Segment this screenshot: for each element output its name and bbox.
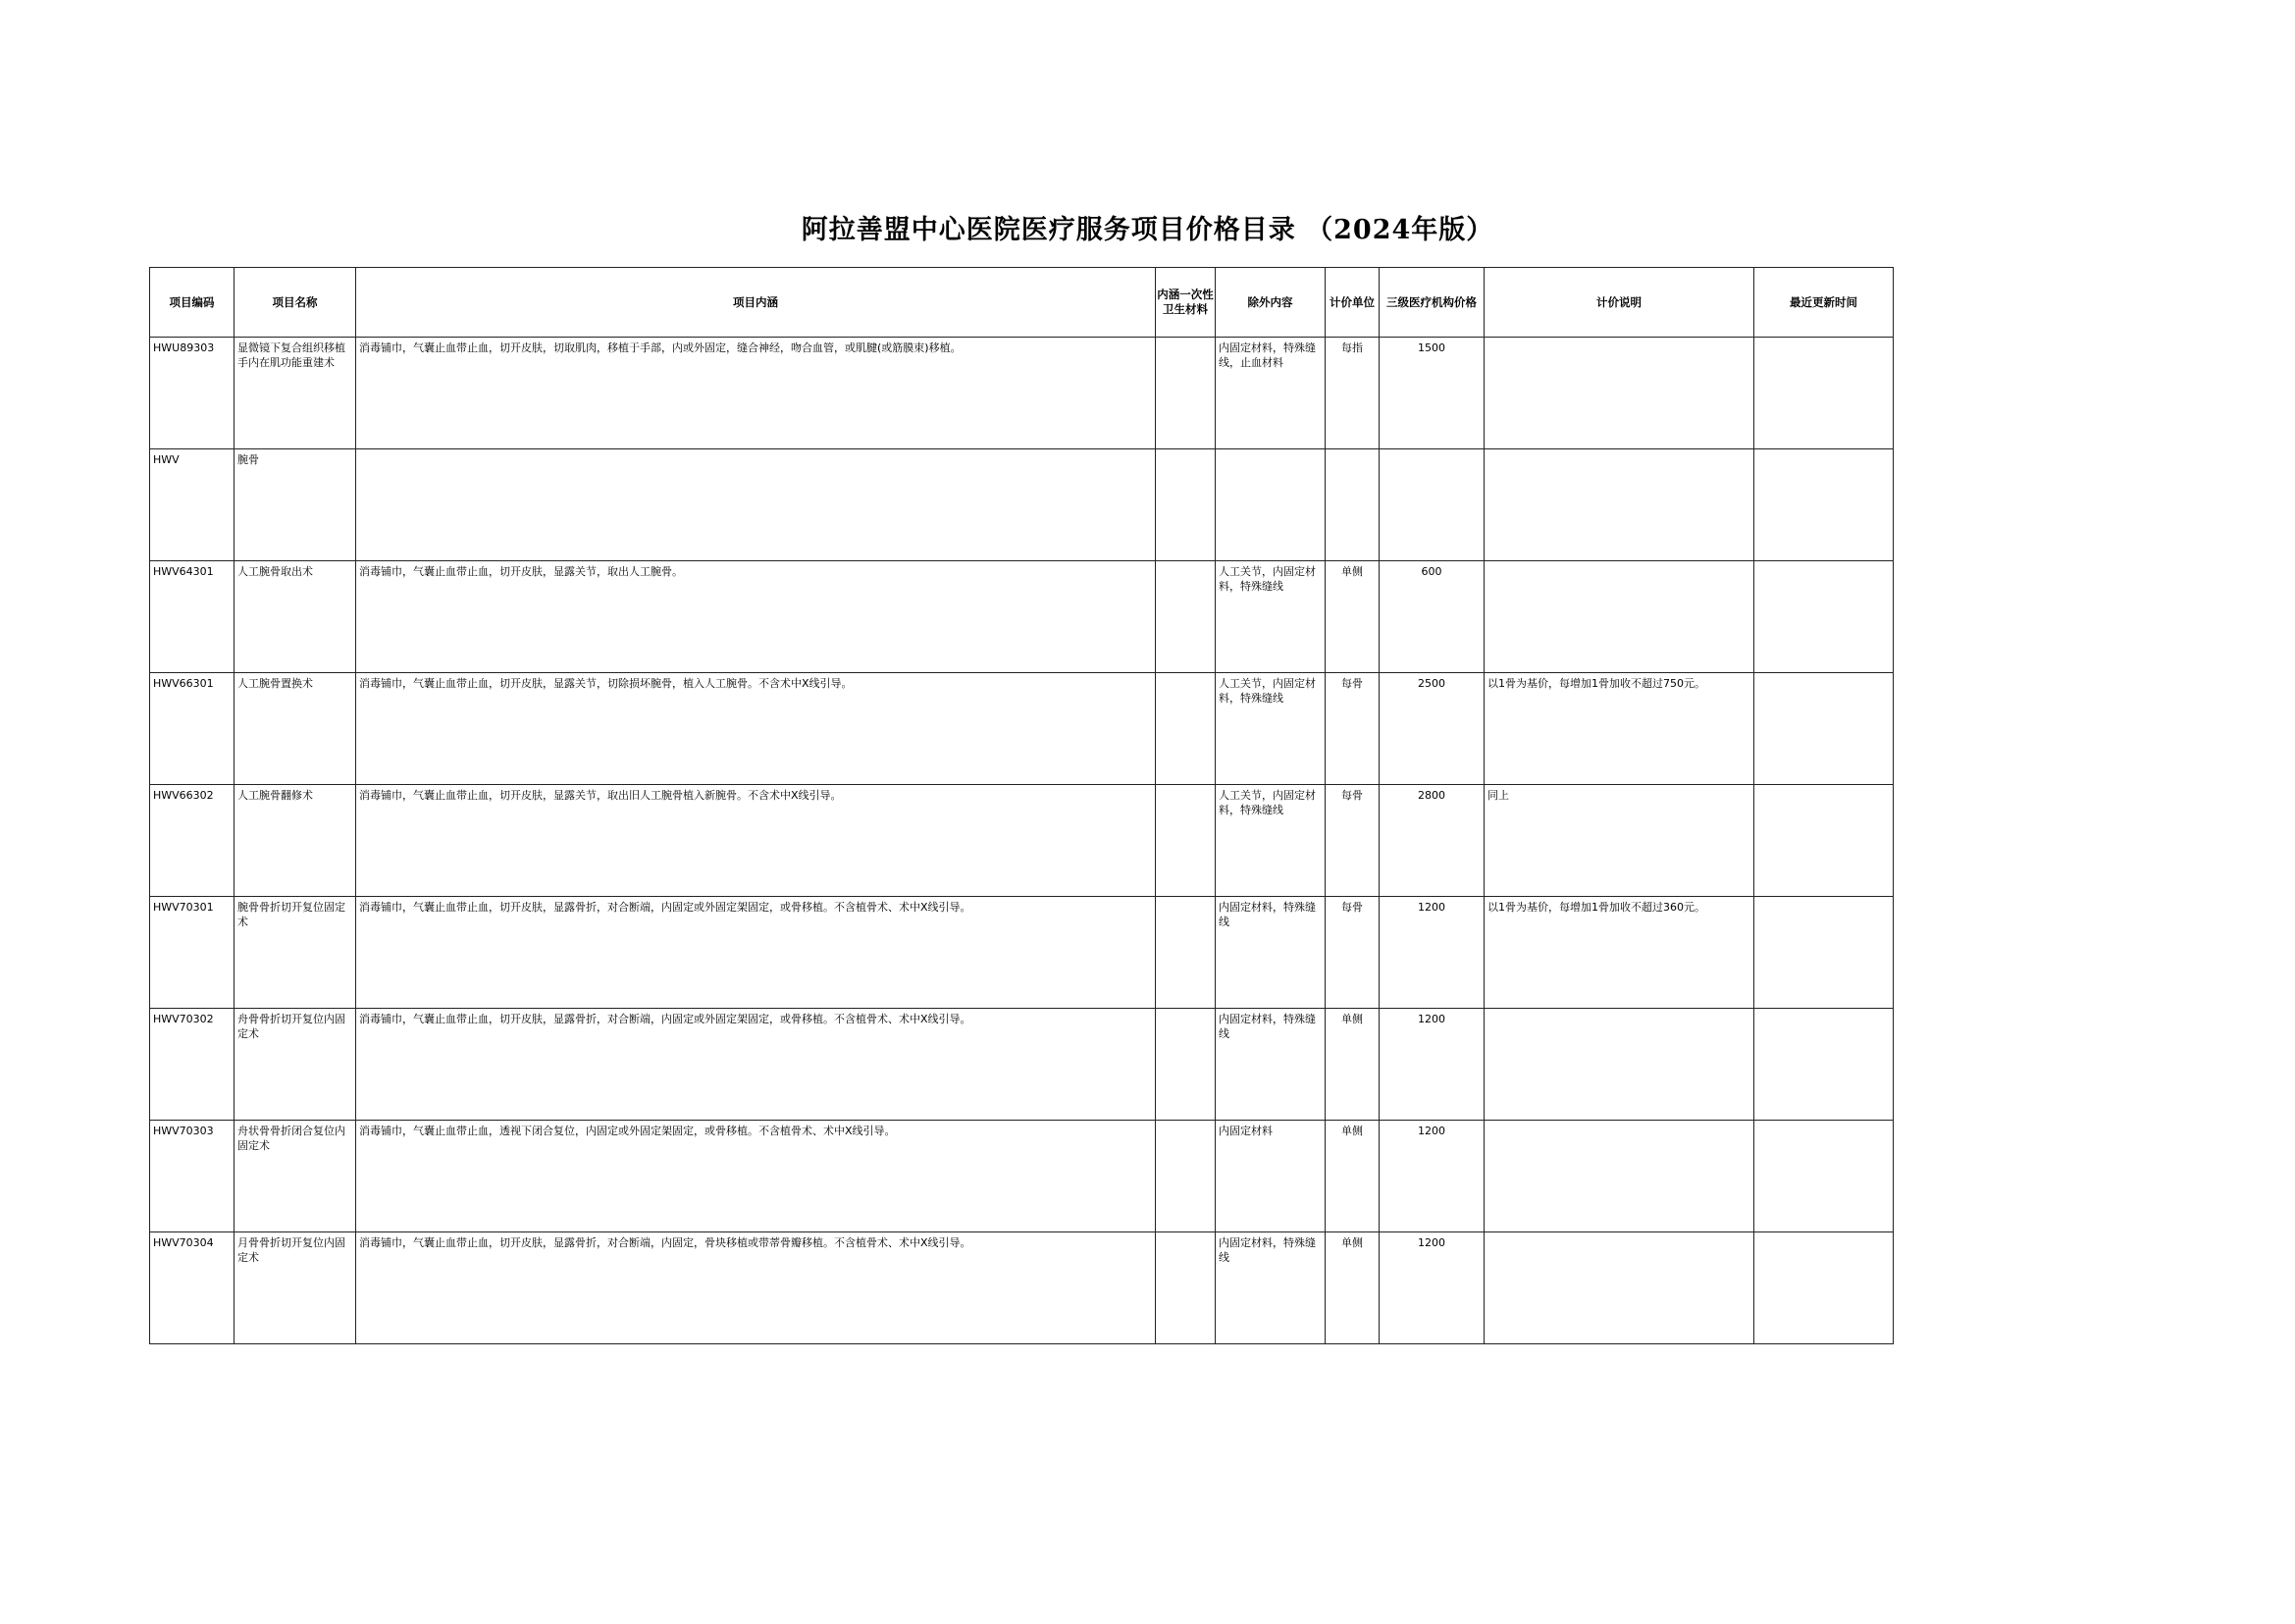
cell-price (1380, 561, 1485, 673)
cell-name (235, 338, 356, 449)
header-exclusions: 除外内容 (1216, 268, 1326, 338)
cell-exclusions-text: 内固定材料，特殊缝线 (1219, 1236, 1316, 1264)
cell-name (235, 449, 356, 561)
cell-content (356, 561, 1156, 673)
cell-unit (1326, 1009, 1380, 1121)
cell-consumables (1156, 1121, 1216, 1232)
cell-notes (1485, 1121, 1754, 1232)
cell-exclusions-text: 人工关节，内固定材料，特殊缝线 (1219, 677, 1316, 705)
cell-updated-text (1754, 897, 1893, 900)
cell-consumables (1156, 338, 1216, 449)
cell-exclusions (1216, 1232, 1326, 1344)
cell-notes-text (1485, 1009, 1753, 1012)
cell-price-text: 1200 (1418, 1236, 1445, 1249)
cell-updated-text (1754, 673, 1893, 676)
cell-code-text: HWU89303 (153, 341, 215, 354)
header-unit: 计价单位 (1326, 268, 1380, 338)
cell-notes-text (1485, 1121, 1753, 1124)
cell-code-text: HWV70302 (153, 1013, 214, 1025)
cell-name (235, 785, 356, 897)
cell-unit (1326, 561, 1380, 673)
cell-unit-text: 每骨 (1341, 677, 1363, 690)
cell-consumables-text (1156, 1232, 1215, 1235)
cell-consumables (1156, 897, 1216, 1009)
cell-content-text: 消毒铺巾，气囊止血带止血，透视下闭合复位，内固定或外固定架固定，或骨移植。不含植骨术、术中X线引导。 (359, 1125, 896, 1137)
cell-name (235, 561, 356, 673)
cell-content (356, 673, 1156, 785)
cell-exclusions-text: 内固定材料，特殊缝线，止血材料 (1219, 341, 1316, 369)
cell-exclusions (1216, 561, 1326, 673)
cell-code-text: HWV70303 (153, 1125, 214, 1137)
cell-price (1380, 1009, 1485, 1121)
cell-content-text: 消毒铺巾，气囊止血带止血，切开皮肤，显露骨折，对合断端，内固定或外固定架固定，或骨移植。不含植骨术、术中X线引导。 (359, 901, 971, 914)
cell-price (1380, 897, 1485, 1009)
cell-consumables-text (1156, 673, 1215, 676)
cell-consumables (1156, 1009, 1216, 1121)
cell-notes-text (1485, 1232, 1753, 1235)
cell-consumables-text (1156, 897, 1215, 900)
cell-updated (1754, 1121, 1894, 1232)
table-row (150, 673, 1894, 785)
cell-content (356, 785, 1156, 897)
cell-unit (1326, 785, 1380, 897)
cell-content-text: 消毒铺巾，气囊止血带止血，切开皮肤，显露关节，切除损坏腕骨，植入人工腕骨。不含术中X线引导。 (359, 677, 853, 690)
cell-exclusions-text: 人工关节，内固定材料，特殊缝线 (1219, 565, 1316, 593)
header-name: 项目名称 (235, 268, 356, 338)
cell-price-text: 2800 (1418, 789, 1445, 802)
cell-updated (1754, 785, 1894, 897)
document-title: 阿拉善盟中心医院医疗服务项目价格目录 （2024年版） (801, 215, 1494, 245)
cell-name (235, 1009, 356, 1121)
table-row (150, 1009, 1894, 1121)
cell-exclusions-text: 内固定材料 (1219, 1125, 1273, 1137)
cell-content (356, 1121, 1156, 1232)
cell-price (1380, 449, 1485, 561)
cell-unit-text: 单侧 (1341, 1125, 1363, 1137)
cell-notes-text (1485, 449, 1753, 452)
cell-notes (1485, 1009, 1754, 1121)
cell-consumables (1156, 673, 1216, 785)
cell-updated-text (1754, 1121, 1893, 1124)
cell-exclusions-text: 内固定材料，特殊缝线 (1219, 1013, 1316, 1040)
cell-price-text: 1500 (1418, 341, 1445, 354)
cell-updated (1754, 449, 1894, 561)
cell-code-text: HWV70301 (153, 901, 214, 914)
cell-updated-text (1754, 338, 1893, 341)
cell-unit (1326, 449, 1380, 561)
cell-updated (1754, 561, 1894, 673)
cell-code-text: HWV66301 (153, 677, 214, 690)
cell-name (235, 1232, 356, 1344)
cell-content-text: 消毒铺巾，气囊止血带止血，切开皮肤，显露骨折，对合断端，内固定，骨块移植或带蒂骨瓣移植。不含植骨术、术中X线引导。 (359, 1236, 971, 1249)
table-row (150, 338, 1894, 449)
cell-price-text (1380, 449, 1484, 452)
cell-price (1380, 338, 1485, 449)
cell-price (1380, 785, 1485, 897)
cell-name (235, 897, 356, 1009)
cell-code-text: HWV64301 (153, 565, 214, 578)
cell-notes-text: 以1骨为基价，每增加1骨加收不超过750元。 (1487, 677, 1705, 690)
cell-notes-text (1485, 338, 1753, 341)
cell-consumables (1156, 449, 1216, 561)
cell-code (150, 561, 235, 673)
cell-price-text: 1200 (1418, 1125, 1445, 1137)
table-row (150, 897, 1894, 1009)
cell-name-text: 人工腕骨取出术 (237, 565, 313, 578)
cell-updated (1754, 338, 1894, 449)
cell-unit (1326, 1121, 1380, 1232)
cell-notes-text: 以1骨为基价，每增加1骨加收不超过360元。 (1487, 901, 1705, 914)
cell-consumables-text (1156, 1009, 1215, 1012)
cell-consumables-text (1156, 449, 1215, 452)
cell-code (150, 338, 235, 449)
cell-updated-text (1754, 785, 1893, 788)
table-row (150, 561, 1894, 673)
cell-updated-text (1754, 561, 1893, 564)
table-row (150, 1121, 1894, 1232)
cell-updated (1754, 1009, 1894, 1121)
cell-notes (1485, 673, 1754, 785)
table-row (150, 449, 1894, 561)
cell-exclusions (1216, 1121, 1326, 1232)
table-header-row (150, 268, 1894, 338)
cell-consumables-text (1156, 561, 1215, 564)
header-content: 项目内涵 (356, 268, 1156, 338)
cell-unit (1326, 338, 1380, 449)
cell-notes (1485, 785, 1754, 897)
cell-code (150, 785, 235, 897)
cell-updated (1754, 1232, 1894, 1344)
cell-exclusions-text: 内固定材料，特殊缝线 (1219, 901, 1316, 928)
cell-unit-text: 单侧 (1341, 565, 1363, 578)
table-body (150, 338, 1894, 1344)
cell-exclusions (1216, 785, 1326, 897)
cell-consumables (1156, 561, 1216, 673)
cell-content (356, 1232, 1156, 1344)
cell-name (235, 1121, 356, 1232)
cell-name-text: 月骨骨折切开复位内固定术 (237, 1236, 345, 1264)
cell-content-text: 消毒铺巾，气囊止血带止血，切开皮肤，显露关节，取出旧人工腕骨植入新腕骨。不含术中X线引导。 (359, 789, 842, 802)
cell-name-text: 人工腕骨置换术 (237, 677, 313, 690)
cell-exclusions (1216, 449, 1326, 561)
cell-notes (1485, 338, 1754, 449)
cell-unit (1326, 897, 1380, 1009)
cell-updated-text (1754, 449, 1893, 452)
cell-name-text: 舟状骨骨折闭合复位内固定术 (237, 1125, 345, 1152)
cell-exclusions (1216, 673, 1326, 785)
cell-unit (1326, 1232, 1380, 1344)
cell-code (150, 449, 235, 561)
cell-price-text: 2500 (1418, 677, 1445, 690)
cell-content (356, 338, 1156, 449)
header-price: 三级医疗机构价格 (1380, 268, 1485, 338)
cell-name-text: 舟骨骨折切开复位内固定术 (237, 1013, 345, 1040)
price-catalog-table (149, 267, 1894, 1344)
cell-consumables (1156, 1232, 1216, 1344)
header-code: 项目编码 (150, 268, 235, 338)
cell-price (1380, 1232, 1485, 1344)
cell-exclusions (1216, 1009, 1326, 1121)
cell-code (150, 1009, 235, 1121)
cell-content-text: 消毒铺巾，气囊止血带止血，切开皮肤，显露关节，取出人工腕骨。 (359, 565, 683, 578)
cell-notes-text: 同上 (1487, 789, 1509, 802)
cell-name-text: 显微镜下复合组织移植手内在肌功能重建术 (237, 341, 345, 369)
cell-consumables-text (1156, 1121, 1215, 1124)
cell-code (150, 673, 235, 785)
header-updated: 最近更新时间 (1754, 268, 1894, 338)
cell-name (235, 673, 356, 785)
cell-content (356, 897, 1156, 1009)
table-row (150, 785, 1894, 897)
cell-name-text: 人工腕骨翻修术 (237, 789, 313, 802)
cell-consumables-text (1156, 785, 1215, 788)
cell-consumables-text (1156, 338, 1215, 341)
cell-price (1380, 673, 1485, 785)
cell-unit-text: 单侧 (1341, 1236, 1363, 1249)
cell-content (356, 1009, 1156, 1121)
cell-price-text: 1200 (1418, 1013, 1445, 1025)
cell-exclusions-text (1216, 449, 1325, 452)
cell-updated (1754, 673, 1894, 785)
cell-exclusions-text: 人工关节，内固定材料，特殊缝线 (1219, 789, 1316, 816)
cell-price-text: 1200 (1418, 901, 1445, 914)
cell-code (150, 1232, 235, 1344)
header-consumables: 内涵一次性卫生材料 (1156, 268, 1216, 338)
cell-notes-text (1485, 561, 1753, 564)
cell-unit (1326, 673, 1380, 785)
cell-unit-text: 每骨 (1341, 789, 1363, 802)
header-notes: 计价说明 (1485, 268, 1754, 338)
cell-code-text: HWV66302 (153, 789, 214, 802)
cell-notes (1485, 1232, 1754, 1344)
cell-content (356, 449, 1156, 561)
cell-updated-text (1754, 1232, 1893, 1235)
cell-code (150, 897, 235, 1009)
cell-unit-text (1326, 449, 1379, 452)
cell-exclusions (1216, 897, 1326, 1009)
cell-name-text: 腕骨骨折切开复位固定术 (237, 901, 345, 928)
cell-notes (1485, 449, 1754, 561)
cell-unit-text: 每骨 (1341, 901, 1363, 914)
cell-content-text (356, 449, 1155, 452)
cell-content-text: 消毒铺巾，气囊止血带止血，切开皮肤，显露骨折，对合断端，内固定或外固定架固定，或骨移植。不含植骨术、术中X线引导。 (359, 1013, 971, 1025)
cell-unit-text: 每指 (1341, 341, 1363, 354)
cell-updated-text (1754, 1009, 1893, 1012)
cell-code-text: HWV70304 (153, 1236, 214, 1249)
cell-name-text: 腕骨 (237, 453, 259, 466)
cell-code (150, 1121, 235, 1232)
cell-price (1380, 1121, 1485, 1232)
cell-unit-text: 单侧 (1341, 1013, 1363, 1025)
cell-updated (1754, 897, 1894, 1009)
cell-code-text: HWV (153, 453, 180, 466)
cell-price-text: 600 (1421, 565, 1442, 578)
cell-consumables (1156, 785, 1216, 897)
cell-exclusions (1216, 338, 1326, 449)
cell-content-text: 消毒铺巾，气囊止血带止血，切开皮肤，切取肌肉，移植于手部，内或外固定，缝合神经，吻合血管，或肌腱(或筋膜束)移植。 (359, 341, 962, 354)
table-row (150, 1232, 1894, 1344)
cell-notes (1485, 897, 1754, 1009)
cell-notes (1485, 561, 1754, 673)
